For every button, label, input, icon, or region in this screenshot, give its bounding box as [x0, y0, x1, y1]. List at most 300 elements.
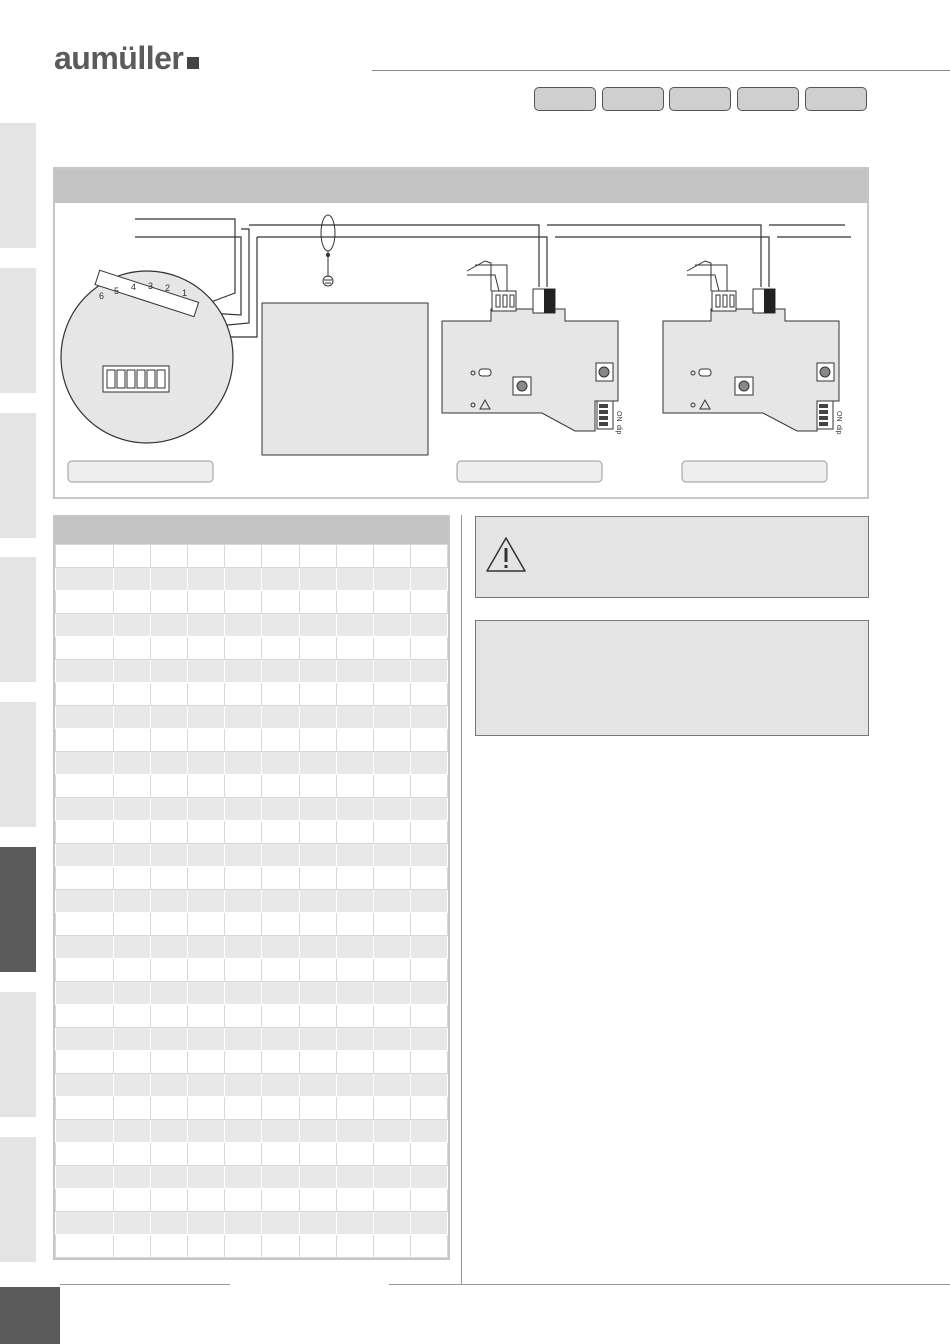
- table-cell: [188, 913, 225, 936]
- table-cell: [262, 982, 299, 1005]
- table-cell: [410, 1074, 447, 1097]
- table-cell: [114, 959, 151, 982]
- table-cell: [299, 568, 336, 591]
- dial-number-4: 4: [131, 282, 137, 292]
- table-cell: [262, 591, 299, 614]
- table-cell: [188, 729, 225, 752]
- table-cell: [336, 1143, 373, 1166]
- table-cell: [188, 798, 225, 821]
- table-cell: [225, 568, 262, 591]
- table-cell: [262, 1120, 299, 1143]
- table-cell: [373, 637, 410, 660]
- table-cell: [225, 1166, 262, 1189]
- table-cell: [56, 683, 114, 706]
- table-cell: [188, 591, 225, 614]
- table-row: [56, 706, 448, 729]
- table-cell: [336, 752, 373, 775]
- table-cell: [188, 890, 225, 913]
- table-cell: [373, 982, 410, 1005]
- info-box: [475, 620, 869, 736]
- table-cell: [373, 821, 410, 844]
- table-row: [56, 1143, 448, 1166]
- table-cell: [56, 1028, 114, 1051]
- table-cell: [373, 1120, 410, 1143]
- table-row: [56, 1051, 448, 1074]
- table-cell: [188, 1235, 225, 1258]
- table-row: [56, 637, 448, 660]
- dip-on-label-2: ON: [835, 411, 842, 422]
- table-cell: [56, 660, 114, 683]
- side-tab-3[interactable]: [0, 413, 36, 538]
- table-cell: [114, 844, 151, 867]
- table-cell: [262, 637, 299, 660]
- table-cell: [262, 821, 299, 844]
- side-tab-6-active[interactable]: [0, 847, 36, 972]
- table-cell: [410, 775, 447, 798]
- table-cell: [373, 890, 410, 913]
- table-cell: [56, 1212, 114, 1235]
- table-cell: [225, 821, 262, 844]
- table-cell: [56, 913, 114, 936]
- table-row: [56, 545, 448, 568]
- table-cell: [188, 959, 225, 982]
- table-cell: [262, 1097, 299, 1120]
- table-row: [56, 821, 448, 844]
- table-cell: [336, 729, 373, 752]
- drive-module-1: [442, 261, 622, 434]
- table-cell: [225, 982, 262, 1005]
- table-cell: [56, 1235, 114, 1258]
- table-cell: [225, 1074, 262, 1097]
- table-cell: [336, 1097, 373, 1120]
- table-cell: [225, 1235, 262, 1258]
- table-cell: [56, 1166, 114, 1189]
- table-cell: [336, 1005, 373, 1028]
- table-cell: [410, 1212, 447, 1235]
- side-tab-7[interactable]: [0, 992, 36, 1117]
- table-cell: [114, 614, 151, 637]
- table-cell: [114, 706, 151, 729]
- table-cell: [299, 821, 336, 844]
- table-cell: [114, 821, 151, 844]
- drive-module-2: [663, 261, 842, 434]
- table-cell: [56, 1189, 114, 1212]
- table-cell: [188, 982, 225, 1005]
- table-cell: [188, 660, 225, 683]
- table-cell: [114, 637, 151, 660]
- table-cell: [410, 660, 447, 683]
- table-cell: [151, 545, 188, 568]
- table-cell: [410, 1235, 447, 1258]
- side-tab-4[interactable]: [0, 557, 36, 682]
- table-cell: [114, 913, 151, 936]
- table-row: [56, 568, 448, 591]
- table-row: [56, 844, 448, 867]
- table-cell: [225, 844, 262, 867]
- side-tab-8[interactable]: [0, 1137, 36, 1262]
- table-cell: [262, 775, 299, 798]
- table-cell: [336, 982, 373, 1005]
- table-cell: [56, 867, 114, 890]
- table-row: [56, 1005, 448, 1028]
- table-cell: [410, 821, 447, 844]
- table-cell: [410, 913, 447, 936]
- table-cell: [299, 545, 336, 568]
- table-cell: [225, 890, 262, 913]
- table-cell: [336, 545, 373, 568]
- table-cell: [114, 1120, 151, 1143]
- table-cell: [299, 775, 336, 798]
- table-cell: [373, 614, 410, 637]
- table-cell: [299, 844, 336, 867]
- table-cell: [151, 890, 188, 913]
- dial-number-2: 2: [165, 283, 171, 293]
- table-row: [56, 1166, 448, 1189]
- table-cell: [336, 936, 373, 959]
- table-cell: [114, 867, 151, 890]
- table-cell: [373, 1189, 410, 1212]
- table-cell: [151, 913, 188, 936]
- table-cell: [410, 1051, 447, 1074]
- table-cell: [151, 867, 188, 890]
- table-cell: [56, 1074, 114, 1097]
- logo-square-mark: [187, 57, 199, 69]
- table-row: [56, 890, 448, 913]
- table-cell: [299, 729, 336, 752]
- table-cell: [336, 821, 373, 844]
- table-cell: [410, 867, 447, 890]
- table-cell: [262, 1212, 299, 1235]
- table-cell: [225, 1005, 262, 1028]
- table-cell: [114, 545, 151, 568]
- table-cell: [225, 775, 262, 798]
- side-tab-2[interactable]: [0, 268, 36, 393]
- page-number-tab: [0, 1287, 60, 1344]
- table-cell: [410, 1028, 447, 1051]
- table-cell: [410, 683, 447, 706]
- table-cell: [299, 1212, 336, 1235]
- table-cell: [373, 729, 410, 752]
- table-cell: [188, 683, 225, 706]
- table-cell: [373, 1166, 410, 1189]
- table-row: [56, 591, 448, 614]
- header-rule: [372, 70, 950, 71]
- footer-rule-left: [60, 1284, 230, 1285]
- table-cell: [373, 1143, 410, 1166]
- caption-pill-2: [457, 461, 602, 482]
- table-cell: [299, 1028, 336, 1051]
- table-cell: [225, 729, 262, 752]
- dial-number-5: 5: [114, 286, 120, 296]
- table-cell: [151, 844, 188, 867]
- table-cell: [262, 568, 299, 591]
- table-cell: [188, 1212, 225, 1235]
- table-cell: [188, 1166, 225, 1189]
- side-tab-1[interactable]: [0, 123, 36, 248]
- table-cell: [299, 1235, 336, 1258]
- table-cell: [151, 1120, 188, 1143]
- table-cell: [410, 1166, 447, 1189]
- table-cell: [188, 775, 225, 798]
- table-cell: [188, 1051, 225, 1074]
- table-cell: [56, 637, 114, 660]
- table-cell: [299, 706, 336, 729]
- table-cell: [373, 1051, 410, 1074]
- table-cell: [151, 706, 188, 729]
- warning-box: [475, 516, 869, 598]
- table-row: [56, 660, 448, 683]
- table-cell: [262, 660, 299, 683]
- table-cell: [114, 1005, 151, 1028]
- table-cell: [151, 1235, 188, 1258]
- table-cell: [225, 614, 262, 637]
- dial-number-3: 3: [148, 281, 154, 291]
- table-cell: [373, 683, 410, 706]
- table-cell: [262, 614, 299, 637]
- table-cell: [373, 752, 410, 775]
- table-cell: [151, 752, 188, 775]
- table-cell: [336, 798, 373, 821]
- table-cell: [188, 1097, 225, 1120]
- table-cell: [262, 706, 299, 729]
- table-cell: [56, 1143, 114, 1166]
- table-cell: [262, 867, 299, 890]
- table-cell: [151, 1212, 188, 1235]
- table-cell: [262, 1051, 299, 1074]
- table-cell: [336, 890, 373, 913]
- table-cell: [151, 982, 188, 1005]
- table-cell: [410, 798, 447, 821]
- table-row: [56, 913, 448, 936]
- table-cell: [410, 591, 447, 614]
- table-row: [56, 729, 448, 752]
- table-cell: [188, 1028, 225, 1051]
- logo-text: aumüller: [54, 40, 184, 76]
- header-tab-1[interactable]: [534, 87, 596, 111]
- table-cell: [262, 1005, 299, 1028]
- table-cell: [188, 867, 225, 890]
- table-cell: [299, 637, 336, 660]
- table-cell: [299, 867, 336, 890]
- table-cell: [151, 1028, 188, 1051]
- table-cell: [114, 1166, 151, 1189]
- table-cell: [225, 591, 262, 614]
- table-cell: [336, 959, 373, 982]
- table-row: [56, 936, 448, 959]
- table-cell: [373, 545, 410, 568]
- table-cell: [262, 1166, 299, 1189]
- table-cell: [410, 637, 447, 660]
- table-row: [56, 1097, 448, 1120]
- table-cell: [56, 614, 114, 637]
- table-row: [56, 683, 448, 706]
- table-cell: [336, 1074, 373, 1097]
- data-table: [55, 544, 448, 1258]
- caption-pill-1: [68, 461, 213, 482]
- table-cell: [188, 936, 225, 959]
- table-cell: [225, 545, 262, 568]
- table-cell: [56, 729, 114, 752]
- table-cell: [114, 683, 151, 706]
- table-cell: [299, 982, 336, 1005]
- table-cell: [262, 545, 299, 568]
- table-cell: [410, 1120, 447, 1143]
- table-cell: [410, 1005, 447, 1028]
- table-cell: [262, 1143, 299, 1166]
- table-cell: [114, 1235, 151, 1258]
- table-cell: [336, 683, 373, 706]
- table-cell: [373, 959, 410, 982]
- table-cell: [410, 706, 447, 729]
- table-row: [56, 775, 448, 798]
- table-cell: [410, 545, 447, 568]
- table-cell: [262, 1074, 299, 1097]
- table-cell: [151, 729, 188, 752]
- table-cell: [56, 821, 114, 844]
- table-cell: [336, 1189, 373, 1212]
- table-cell: [56, 706, 114, 729]
- table-row: [56, 614, 448, 637]
- table-cell: [188, 568, 225, 591]
- table-cell: [262, 683, 299, 706]
- table-cell: [114, 798, 151, 821]
- dip-on-label: ON: [615, 411, 622, 422]
- table-cell: [114, 890, 151, 913]
- table-cell: [225, 1051, 262, 1074]
- table-cell: [56, 1120, 114, 1143]
- table-cell: [114, 775, 151, 798]
- table-cell: [299, 798, 336, 821]
- table-cell: [114, 660, 151, 683]
- table-cell: [262, 1028, 299, 1051]
- power-supply-box: [262, 303, 428, 455]
- table-cell: [299, 936, 336, 959]
- table-cell: [151, 1166, 188, 1189]
- table-cell: [373, 867, 410, 890]
- table-row: [56, 1028, 448, 1051]
- table-cell: [114, 1097, 151, 1120]
- table-cell: [299, 1005, 336, 1028]
- footer-rule-right: [389, 1284, 950, 1285]
- table-cell: [188, 637, 225, 660]
- table-cell: [56, 844, 114, 867]
- side-tab-5[interactable]: [0, 702, 36, 827]
- table-cell: [299, 1189, 336, 1212]
- table-cell: [262, 1189, 299, 1212]
- table-cell: [188, 821, 225, 844]
- header-tab-3[interactable]: [669, 87, 731, 111]
- table-cell: [225, 683, 262, 706]
- table-cell: [336, 867, 373, 890]
- wiring-diagram: [55, 203, 867, 497]
- table-cell: [262, 752, 299, 775]
- table-cell: [336, 1212, 373, 1235]
- table-cell: [410, 959, 447, 982]
- table-cell: [336, 1235, 373, 1258]
- table-cell: [225, 1143, 262, 1166]
- table-cell: [56, 982, 114, 1005]
- dial-number-6: 6: [99, 291, 105, 301]
- table-row: [56, 1189, 448, 1212]
- table-cell: [56, 568, 114, 591]
- table-cell: [151, 1189, 188, 1212]
- table-cell: [151, 637, 188, 660]
- table-cell: [262, 844, 299, 867]
- table-cell: [410, 936, 447, 959]
- table-cell: [336, 913, 373, 936]
- dial-number-1: 1: [182, 288, 188, 298]
- table-cell: [151, 1097, 188, 1120]
- table-cell: [225, 1028, 262, 1051]
- table-cell: [299, 1166, 336, 1189]
- table-row: [56, 752, 448, 775]
- table-cell: [56, 890, 114, 913]
- table-cell: [151, 775, 188, 798]
- table-cell: [373, 1212, 410, 1235]
- table-cell: [299, 913, 336, 936]
- table-cell: [151, 959, 188, 982]
- table-cell: [299, 660, 336, 683]
- table-cell: [299, 1143, 336, 1166]
- table-cell: [299, 890, 336, 913]
- table-row: [56, 1074, 448, 1097]
- table-cell: [225, 867, 262, 890]
- table-cell: [336, 614, 373, 637]
- table-cell: [56, 1005, 114, 1028]
- round-control-unit: [61, 270, 233, 443]
- table-cell: [151, 614, 188, 637]
- table-row: [56, 1212, 448, 1235]
- table-cell: [151, 1005, 188, 1028]
- table-cell: [225, 798, 262, 821]
- header-tab-5[interactable]: [805, 87, 867, 111]
- table-cell: [410, 752, 447, 775]
- table-cell: [336, 1120, 373, 1143]
- table-cell: [410, 844, 447, 867]
- table-cell: [410, 1143, 447, 1166]
- header-tab-2[interactable]: [602, 87, 664, 111]
- table-cell: [225, 660, 262, 683]
- table-cell: [299, 1097, 336, 1120]
- table-cell: [151, 660, 188, 683]
- table-cell: [262, 1235, 299, 1258]
- table-cell: [299, 752, 336, 775]
- table-cell: [225, 959, 262, 982]
- table-cell: [373, 1235, 410, 1258]
- table-cell: [225, 936, 262, 959]
- table-cell: [262, 959, 299, 982]
- table-cell: [373, 1074, 410, 1097]
- table-cell: [151, 683, 188, 706]
- table-cell: [373, 913, 410, 936]
- table-cell: [225, 752, 262, 775]
- data-table-header: [55, 517, 448, 544]
- table-cell: [56, 1051, 114, 1074]
- table-cell: [114, 591, 151, 614]
- table-cell: [225, 1097, 262, 1120]
- table-cell: [188, 614, 225, 637]
- table-cell: [299, 1074, 336, 1097]
- table-cell: [56, 752, 114, 775]
- table-cell: [56, 959, 114, 982]
- table-cell: [373, 591, 410, 614]
- header-tab-4[interactable]: [737, 87, 799, 111]
- table-cell: [151, 1074, 188, 1097]
- table-cell: [299, 591, 336, 614]
- table-cell: [336, 637, 373, 660]
- table-cell: [225, 637, 262, 660]
- table-cell: [410, 1097, 447, 1120]
